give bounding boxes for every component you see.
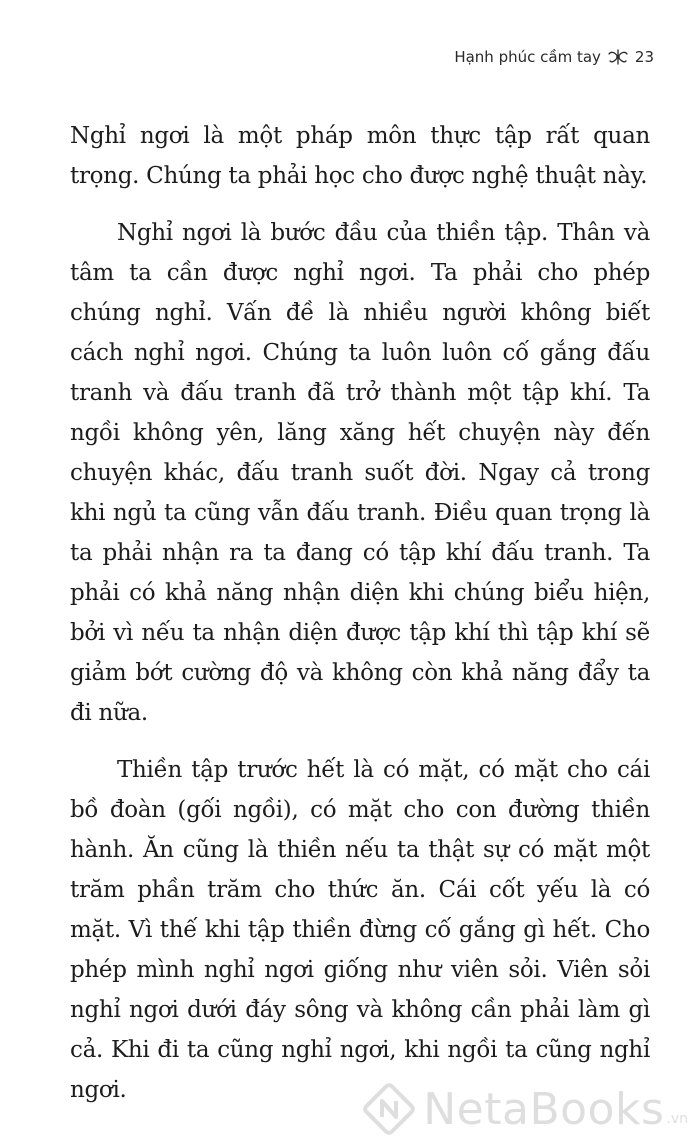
watermark-tld: .vn: [666, 1111, 688, 1127]
running-header: [454, 48, 654, 66]
watermark-brand: NetaBooks: [423, 1083, 665, 1135]
body-text: [70, 116, 650, 1127]
paragraph-2: Nghỉ ngơi là bước đầu của thiền tập. Thân và tâm ta cần được nghỉ ngơi. Ta phải cho phép chúng nghỉ. Vấn đề là nhiều người không biết cách nghỉ ngơi. Chúng ta luôn luôn cố gắng đấu tranh và đấu tranh đã trở thành một tập khí. Ta ngồi không yên, lăng xăng hết chuyện này đến chuyện khác, đấu tranh suốt đời. Ngay cả trong khi ngủ ta cũng vẫn đấu tranh. Điều quan trọng là ta phải nhận ra ta đang có tập khí đấu tranh. Ta phải có khả năng nhận diện khi chúng biểu hiện, bởi vì nếu ta nhận diện được tập khí thì tập khí sẽ giảm bớt cường độ và không còn khả năng đẩy ta đi nữa.: [70, 220, 650, 726]
flower-icon: [607, 48, 629, 66]
page-number: 23: [634, 48, 654, 66]
paragraph-1: Nghỉ ngơi là một pháp môn thực tập rất quan trọng. Chúng ta phải học cho được nghệ thuật này.: [70, 123, 650, 189]
netabooks-logo-icon: [363, 1083, 415, 1135]
paragraph-3: Thiền tập trước hết là có mặt, có mặt cho cái bồ đoàn (gối ngồi), có mặt cho con đường thiền hành. Ăn cũng là thiền nếu ta thật sự có mặt một trăm phần trăm cho thức ăn. Cái cốt yếu là có mặt. Vì thế khi tập thiền đừng cố gắng gì hết. Cho phép mình nghỉ ngơi giống như viên sỏi. Viên sỏi nghỉ ngơi dưới đáy sông và không cần phải làm gì cả. Khi đi ta cũng nghỉ ngơi, khi ngồi ta cũng nghỉ ngơi.: [70, 757, 650, 1103]
book-title: Hạnh phúc cầm tay: [454, 48, 601, 66]
watermark: [363, 1083, 688, 1135]
